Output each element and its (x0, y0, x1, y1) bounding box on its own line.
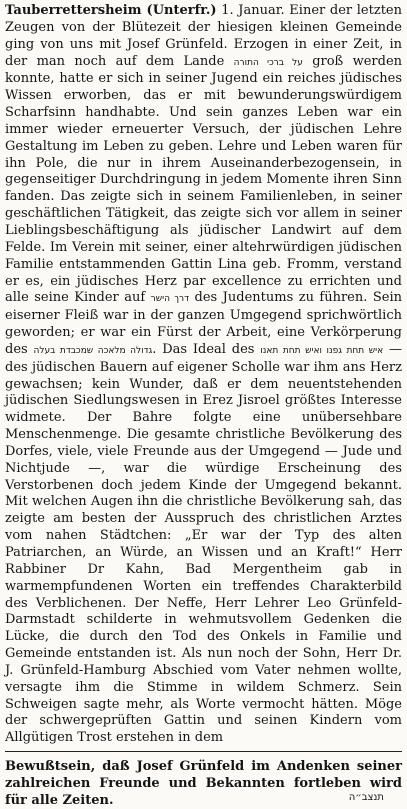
hebrew-phrase-4: איש תחת גפנו ואיש תחת תאנו (260, 345, 384, 356)
body-text-4: . Das Ideal des (152, 341, 261, 357)
column-divider (5, 751, 402, 752)
hebrew-abbreviation: תנצב״ה (348, 792, 384, 804)
hebrew-phrase-1: על ברכי התורה (233, 57, 303, 68)
closing-text: Bewußtsein, daß Josef Grünfeld im Andenken seiner zahlreichen Freunde und Bekannten fortleben wird für alle Zeiten. (5, 759, 402, 809)
hebrew-phrase-2: דרך הישר (150, 294, 190, 305)
body-text-5: — des jüdischen Bauern auf eigener Scholle war ihm ans Herz gewachsen; kein Wunder, daß er dem neuentstehenden jüdischen Siedlungswesen in Erez Jisroel größtes Interesse widmete. Der Bahre folgte eine unübersehbare Menschenmenge. Die gesamte christliche Bevölkerung des Dorfes, viele, viele Freunde aus der Umgegend — Jude und Nichtjude —, war die würdige Erscheinung des Verstorbenen doch jedem Kinde der Umgegend bekannt. Mit welchen Augen ihn die christliche Bevölkerung sah, das zeigte am besten der Ausspruch des christlichen Arztes vom nahen Städtchen: „Er war der Typ des alten Patriarchen, an Würde, an Wissen und an Kraft!“ Herr Rabbiner Dr Kahn, Bad Mergentheim gab in warmempfundenen Worten ein treffendes Charakterbild des Verblichenen. Der Neffe, Herr Lehrer Leo Grünfeld-Darmstadt schilderte in wehmutsvollem Gedenken die Lücke, die durch den Tod des Onkels in Familie und Gemeinde entstanden ist. Als nun noch der Sohn, Herr Dr. J. Grünfeld-Hamburg Abschied vom Vater nehmen wollte, versagte ihm die Stimme in wildem Schmerz. Sein Schweigen sagte mehr, als Worte vermocht hätten. Möge der schwergeprüften Gattin und seinen Kindern vom Allgütigen Trost erstehen in dem (5, 341, 402, 746)
body-text-1: Einer der letzten Zeugen von der Blütezeit der hiesigen kleinen Gemeinde ging von uns mit Josef Grünfeld. Erzogen in einer Zeit, in der man noch auf dem Lande (5, 3, 402, 69)
hebrew-phrase-3: גדולה מלאכה שמכבדת בעלה (33, 345, 153, 356)
obituary-article (5, 3, 402, 747)
article-date: 1. Januar. (221, 3, 285, 18)
body-text-3: des Judentums zu führen. Sein eiserner Fleiß war in der ganzen Umgegend sprichwörtlich geworden; er war ein Fürst der Arbeit, eine Verkörperung des (5, 290, 402, 357)
place-heading: Tauberrettersheim (Unterfr.) (5, 3, 217, 18)
body-text-2: groß werden konnte, hatte er sich in seiner Jugend ein reiches jüdisches Wissen erworben, das er mit bewunderungswürdigem Scharfsinn handhabte. Und sein ganzes Leben war ein immer wieder erneuerter Versuch, der jüdischen Lehre Gestaltung im Leben zu geben. Lehre und Leben waren für ihn Pole, die nur in ihrem Auseinanderbezogensein, in gegenseitiger Durchdringung in jedem Momente ihren Sinn fanden. Das zeigte sich in seinem Familienleben, in seiner geschäftlichen Tätigkeit, das zeigte sich vor allem in seiner Lieblingsbeschäftigung als jüdischer Landwirt auf dem Felde. Im Verein mit seiner, einer altehrwürdigen jüdischen Familie entstammenden Gattin Lina geb. Fromm, verstand er es, ein jüdisches Herz par excellence zu errichten und alle seine Kinder auf (5, 53, 403, 306)
article-body (5, 3, 402, 747)
closing-block (5, 758, 402, 809)
